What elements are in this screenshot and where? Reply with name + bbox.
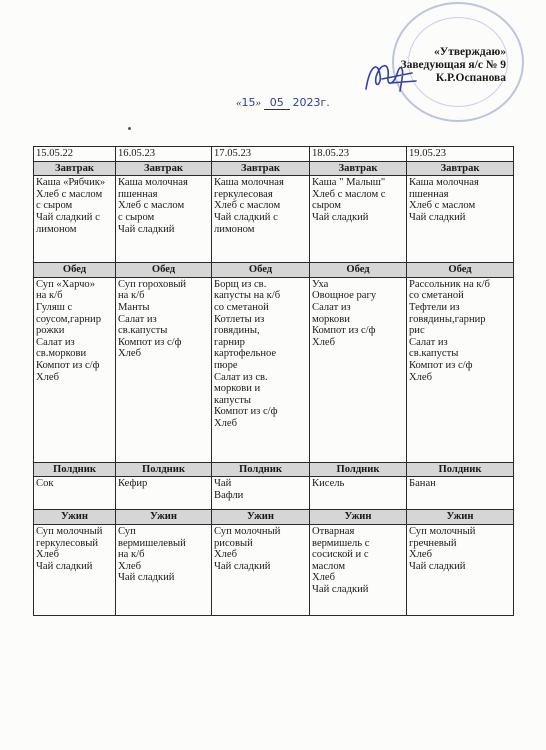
menu-cell bbox=[407, 524, 514, 615]
menu-item-line: моркови и bbox=[214, 383, 261, 395]
menu-item-line: сыром bbox=[312, 200, 341, 212]
meal-header: Полдник bbox=[116, 462, 212, 477]
menu-item-line: Каша «Рябчик» bbox=[36, 177, 106, 189]
signature-mark bbox=[360, 55, 420, 97]
menu-item-line: Банан bbox=[409, 478, 436, 490]
menu-item-line: капусты bbox=[214, 394, 251, 406]
menu-item-line: Борщ из св. bbox=[214, 278, 267, 290]
menu-cell bbox=[116, 477, 212, 510]
menu-item-line: пюре bbox=[214, 359, 238, 371]
approval-name: К.Р.Оспанова bbox=[435, 72, 506, 84]
menu-item-line: говядины,гарнир bbox=[409, 313, 486, 325]
approval-title: «Утверждаю» bbox=[434, 46, 506, 58]
date-cell: 16.05.23 bbox=[116, 147, 212, 162]
menu-item-line: Сок bbox=[36, 478, 54, 490]
menu-item-line: Хлеб bbox=[214, 417, 238, 429]
menu-item-line: Отварная bbox=[312, 525, 355, 537]
menu-item-line: гречневый bbox=[409, 537, 457, 549]
menu-item-line: Чай сладкий с bbox=[214, 211, 278, 223]
menu-cell bbox=[310, 176, 407, 263]
menu-item-line: Чай сладкий bbox=[409, 211, 466, 223]
menu-item-line: Салат из bbox=[36, 336, 75, 348]
menu-cell bbox=[34, 524, 116, 615]
menu-item-line: Хлеб с маслом bbox=[118, 200, 185, 212]
menu-cell bbox=[116, 524, 212, 615]
menu-item-line: Суп молочный bbox=[214, 525, 281, 537]
menu-item-line: св.капусты bbox=[409, 348, 459, 360]
menu-item-line: Хлеб bbox=[409, 549, 433, 561]
weekly-menu-table bbox=[33, 146, 514, 616]
date-cell: 19.05.23 bbox=[407, 147, 514, 162]
menu-item-line: Суп гороховый bbox=[118, 278, 187, 290]
date-close-quote: » bbox=[255, 97, 261, 109]
menu-item-line: Компот из с/ф bbox=[36, 359, 100, 371]
menu-item-line: Овощное рагу bbox=[312, 290, 377, 302]
snack-row bbox=[34, 477, 514, 510]
menu-item-line: Каша молочная bbox=[118, 177, 188, 189]
menu-item-line: с сыром bbox=[118, 211, 155, 223]
menu-item-line: говядины, bbox=[214, 325, 260, 337]
menu-item-line: Хлеб bbox=[118, 560, 142, 572]
menu-cell bbox=[34, 277, 116, 462]
menu-cell bbox=[34, 176, 116, 263]
menu-item-line: Каша " Малыш" bbox=[312, 177, 386, 189]
meal-header: Завтрак bbox=[34, 161, 116, 176]
menu-item-line: Суп молочный bbox=[409, 525, 476, 537]
breakfast-row bbox=[34, 176, 514, 263]
date-month: 05 bbox=[269, 96, 284, 109]
approval-date bbox=[236, 96, 330, 110]
breakfast-header-row bbox=[34, 161, 514, 176]
menu-item-line: Рассольник на к/б bbox=[409, 278, 490, 290]
meal-header: Обед bbox=[407, 263, 514, 278]
meal-header: Полдник bbox=[212, 462, 310, 477]
meal-header: Завтрак bbox=[212, 161, 310, 176]
menu-cell bbox=[310, 277, 407, 462]
menu-item-line: моркови bbox=[312, 313, 350, 325]
menu-item-line: св.капусты bbox=[118, 325, 168, 337]
menu-item-line: Хлеб bbox=[312, 336, 336, 348]
menu-item-line: гарнир bbox=[214, 336, 245, 348]
menu-item-line: Каша молочная bbox=[214, 177, 284, 189]
menu-item-line: Чай сладкий bbox=[36, 560, 93, 572]
menu-item-line: Котлеты из bbox=[214, 313, 265, 325]
menu-item-line: Хлеб bbox=[36, 549, 60, 561]
menu-item-line: вермишель с bbox=[312, 537, 370, 549]
meal-header: Полдник bbox=[310, 462, 407, 477]
menu-item-line: на к/б bbox=[118, 290, 145, 302]
menu-item-line: Чай сладкий bbox=[409, 560, 466, 572]
menu-cell bbox=[407, 277, 514, 462]
menu-cell bbox=[212, 477, 310, 510]
menu-item-line: Суп bbox=[118, 525, 136, 537]
menu-cell bbox=[212, 524, 310, 615]
menu-item-line: Манты bbox=[118, 301, 150, 313]
menu-item-line: Компот из с/ф bbox=[214, 406, 278, 418]
menu-cell bbox=[116, 277, 212, 462]
menu-item-line: Хлеб с маслом bbox=[214, 200, 281, 212]
menu-item-line: картофельное bbox=[214, 348, 277, 360]
menu-item-line: Суп «Харчо» bbox=[36, 278, 96, 290]
date-cell: 18.05.23 bbox=[310, 147, 407, 162]
meal-header: Ужин bbox=[212, 510, 310, 525]
menu-item-line: Салат из bbox=[312, 301, 351, 313]
menu-item-line: геркулесовая bbox=[214, 188, 273, 200]
menu-item-line: рисовый bbox=[214, 537, 253, 549]
menu-item-line: Каша молочная bbox=[409, 177, 479, 189]
menu-item-line: Чай сладкий с bbox=[36, 211, 100, 223]
menu-item-line: Хлеб bbox=[312, 572, 336, 584]
meal-header: Обед bbox=[212, 263, 310, 278]
menu-item-line: сосиской и с bbox=[312, 549, 369, 561]
meal-header: Обед bbox=[310, 263, 407, 278]
date-day: 15 bbox=[241, 96, 256, 109]
snack-header-row bbox=[34, 462, 514, 477]
menu-item-line: рис bbox=[409, 325, 425, 337]
menu-cell bbox=[212, 176, 310, 263]
menu-item-line: Кефир bbox=[118, 478, 148, 490]
menu-item-line: Компот из с/ф bbox=[118, 336, 182, 348]
menu-item-line: св.моркови bbox=[36, 348, 87, 360]
menu-item-line: соусом,гарнир bbox=[36, 313, 102, 325]
menu-cell bbox=[407, 477, 514, 510]
menu-item-line: Гуляш с bbox=[36, 301, 73, 313]
menu-item-line: Хлеб с маслом с bbox=[312, 188, 386, 200]
menu-item-line: пшенная bbox=[409, 188, 449, 200]
menu-item-line: на к/б bbox=[118, 549, 145, 561]
menu-item-line: Хлеб с маслом bbox=[409, 200, 476, 212]
menu-cell bbox=[310, 524, 407, 615]
menu-cell bbox=[34, 477, 116, 510]
date-year: 2023г. bbox=[292, 96, 330, 109]
meal-header: Ужин bbox=[34, 510, 116, 525]
meal-header: Ужин bbox=[116, 510, 212, 525]
menu-item-line: пшенная bbox=[118, 188, 158, 200]
date-cell: 15.05.22 bbox=[34, 147, 116, 162]
menu-item-line: Салат из bbox=[118, 313, 157, 325]
menu-cell bbox=[212, 277, 310, 462]
menu-item-line: на к/б bbox=[36, 290, 63, 302]
menu-item-line: капусты на к/б bbox=[214, 290, 281, 302]
menu-item-line: Вафли bbox=[214, 489, 244, 501]
menu-item-line: геркулесовый bbox=[36, 537, 99, 549]
lunch-row bbox=[34, 277, 514, 462]
date-open-quote: « bbox=[236, 97, 242, 109]
menu-item-line: Чай сладкий bbox=[312, 583, 369, 595]
menu-item-line: Хлеб bbox=[118, 348, 142, 360]
menu-item-line: Чай сладкий bbox=[214, 560, 271, 572]
menu-item-line: рожки bbox=[36, 325, 65, 337]
menu-item-line: лимоном bbox=[36, 223, 77, 235]
menu-item-line: вермишелевый bbox=[118, 537, 186, 549]
menu-item-line: со сметаной bbox=[214, 301, 269, 313]
menu-item-line: Хлеб bbox=[214, 549, 238, 561]
meal-header: Завтрак bbox=[407, 161, 514, 176]
meal-header: Ужин bbox=[310, 510, 407, 525]
menu-item-line: Компот из с/ф bbox=[409, 359, 473, 371]
menu-item-line: Тефтели из bbox=[409, 301, 460, 313]
menu-cell bbox=[116, 176, 212, 263]
menu-item-line: лимоном bbox=[214, 223, 255, 235]
meal-header: Полдник bbox=[34, 462, 116, 477]
menu-item-line: Компот из с/ф bbox=[312, 325, 376, 337]
menu-item-line: Чай сладкий bbox=[118, 223, 175, 235]
menu-item-line: Кисель bbox=[312, 478, 345, 490]
menu-item-line: со сметаной bbox=[409, 290, 464, 302]
meal-header: Полдник bbox=[407, 462, 514, 477]
approval-position: Заведующая я/с № 9 bbox=[400, 59, 506, 71]
menu-item-line: Хлеб с маслом bbox=[36, 188, 103, 200]
dinner-header-row bbox=[34, 510, 514, 525]
dates-row bbox=[34, 147, 514, 162]
menu-item-line: Чай сладкий bbox=[312, 211, 369, 223]
menu-cell bbox=[407, 176, 514, 263]
ink-dot bbox=[128, 127, 131, 130]
menu-item-line: Уха bbox=[312, 278, 329, 290]
meal-header: Обед bbox=[116, 263, 212, 278]
meal-header: Обед bbox=[34, 263, 116, 278]
meal-header: Завтрак bbox=[310, 161, 407, 176]
dinner-row bbox=[34, 524, 514, 615]
lunch-header-row bbox=[34, 263, 514, 278]
menu-item-line: Чай bbox=[214, 478, 232, 490]
date-cell: 17.05.23 bbox=[212, 147, 310, 162]
meal-header: Ужин bbox=[407, 510, 514, 525]
menu-item-line: Хлеб bbox=[36, 371, 60, 383]
menu-item-line: с сыром bbox=[36, 200, 73, 212]
menu-item-line: Салат из св. bbox=[214, 371, 268, 383]
meal-header: Завтрак bbox=[116, 161, 212, 176]
menu-item-line: Чай сладкий bbox=[118, 572, 175, 584]
menu-item-line: Суп молочный bbox=[36, 525, 103, 537]
menu-item-line: Хлеб bbox=[409, 371, 433, 383]
menu-cell bbox=[310, 477, 407, 510]
menu-item-line: Салат из bbox=[409, 336, 448, 348]
menu-item-line: маслом bbox=[312, 560, 346, 572]
